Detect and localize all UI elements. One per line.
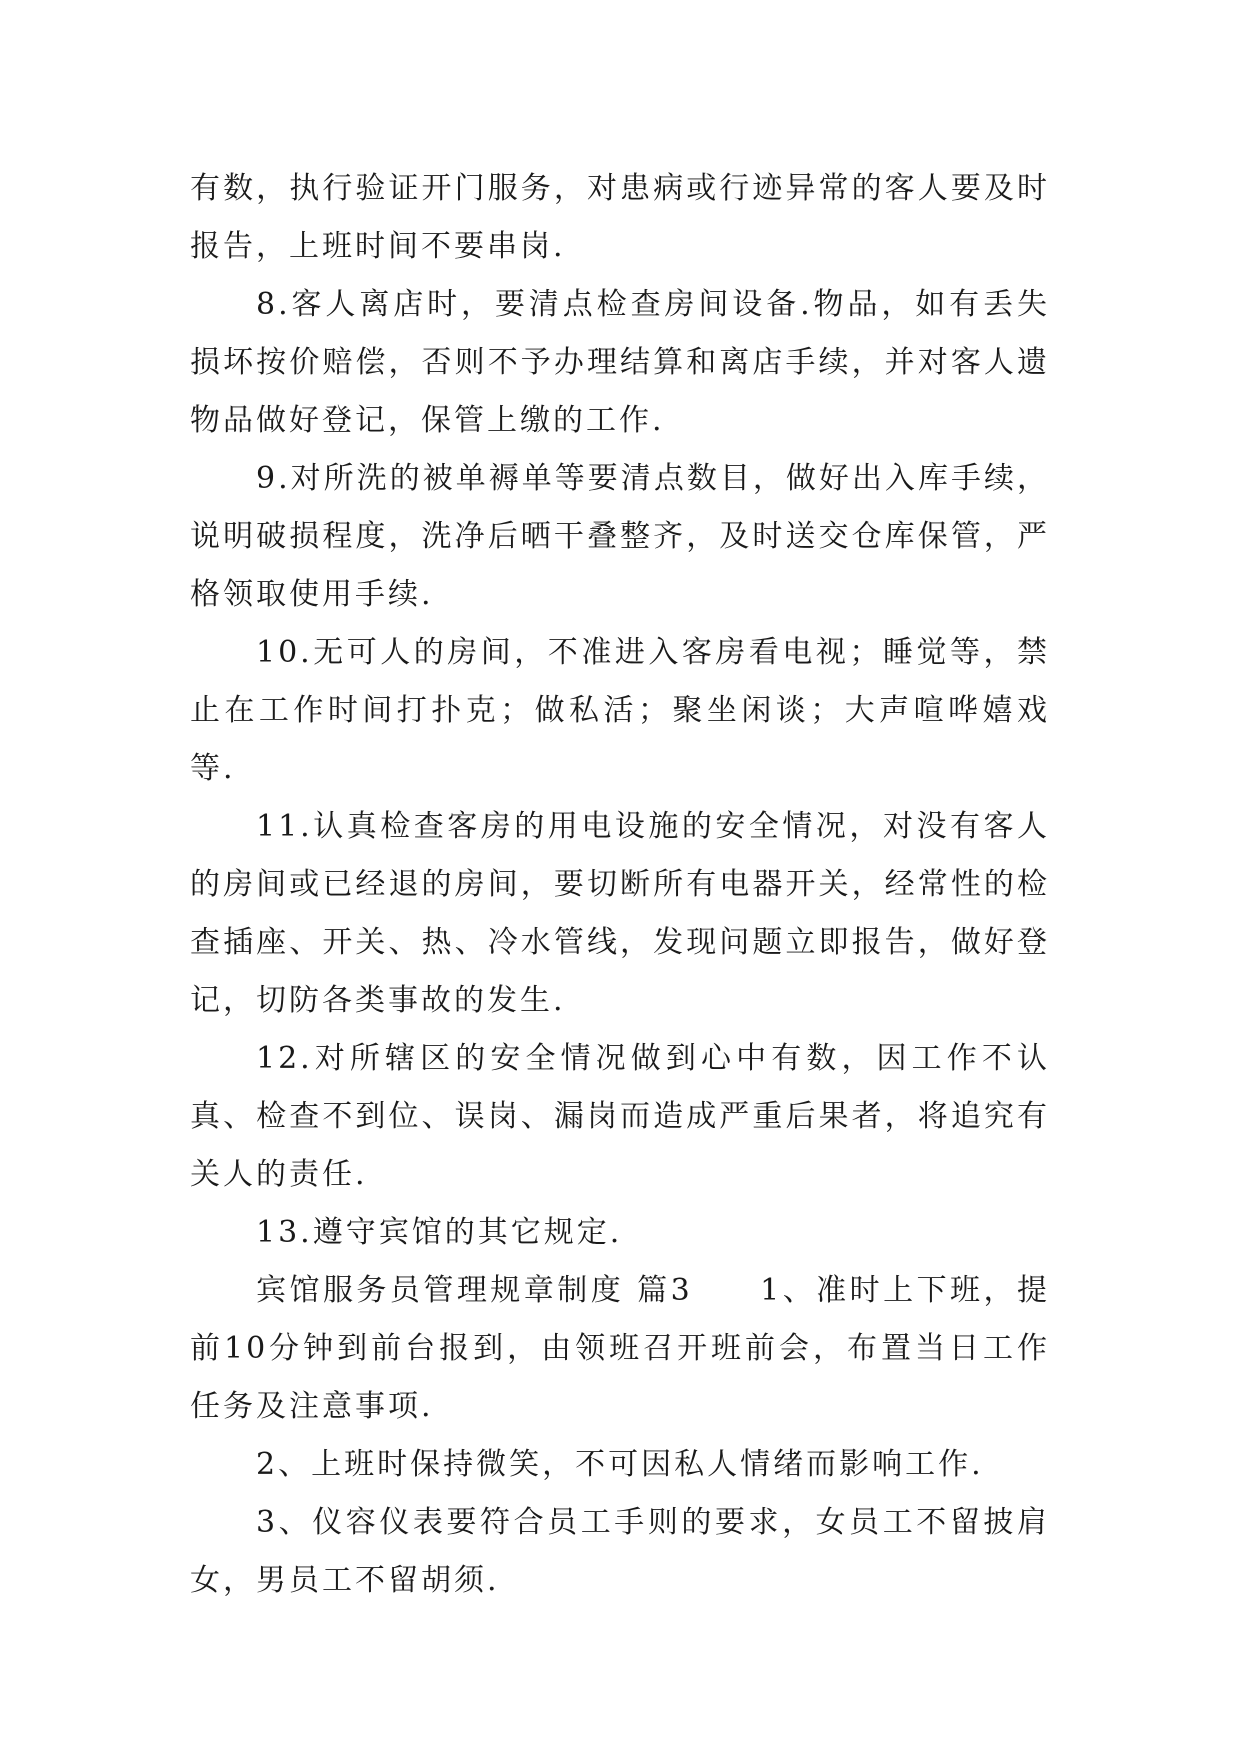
paragraph-continuation: 有数，执行验证开门服务，对患病或行迹异常的客人要及时报告，上班时间不要串岗. [190, 171, 1050, 264]
paragraph-section-3-item-3: 3、仪容仪表要符合员工手则的要求，女员工不留披肩女，男员工不留胡须. [190, 1505, 1050, 1598]
paragraph-item-10: 10.无可人的房间，不准进入客房看电视；睡觉等，禁止在工作时间打扑克；做私活；聚坐闲谈；大声喧哗嬉戏等. [190, 635, 1050, 786]
paragraph-item-12: 12.对所辖区的安全情况做到心中有数，因工作不认真、检查不到位、误岗、漏岗而造成严重后果者，将追究有关人的责任. [190, 1041, 1050, 1192]
paragraph-item-11: 11.认真检查客房的用电设施的安全情况，对没有客人的房间或已经退的房间，要切断所有电器开关，经常性的检查插座、开关、热、冷水管线，发现问题立即报告，做好登记，切防各类事故的发生. [190, 809, 1050, 1018]
paragraph-item-9: 9.对所洗的被单褥单等要清点数目，做好出入库手续，说明破损程度，洗净后晒干叠整齐，及时送交仓库保管，严格领取使用手续. [190, 461, 1050, 612]
paragraph-section-3-item-2: 2、上班时保持微笑，不可因私人情绪而影响工作. [256, 1447, 984, 1482]
document-body [190, 160, 1050, 1610]
paragraph-item-8: 8.客人离店时，要清点检查房间设备.物品，如有丢失损坏按价赔偿，否则不予办理结算和离店手续，并对客人遗物品做好登记，保管上缴的工作. [190, 287, 1050, 438]
paragraph-item-13: 13.遵守宾馆的其它规定. [256, 1215, 623, 1250]
paragraph-section-3-item-1: 宾馆服务员管理规章制度 篇3 1、准时上下班，提前10分钟到前台报到，由领班召开班前会，布置当日工作任务及注意事项. [190, 1273, 1050, 1424]
